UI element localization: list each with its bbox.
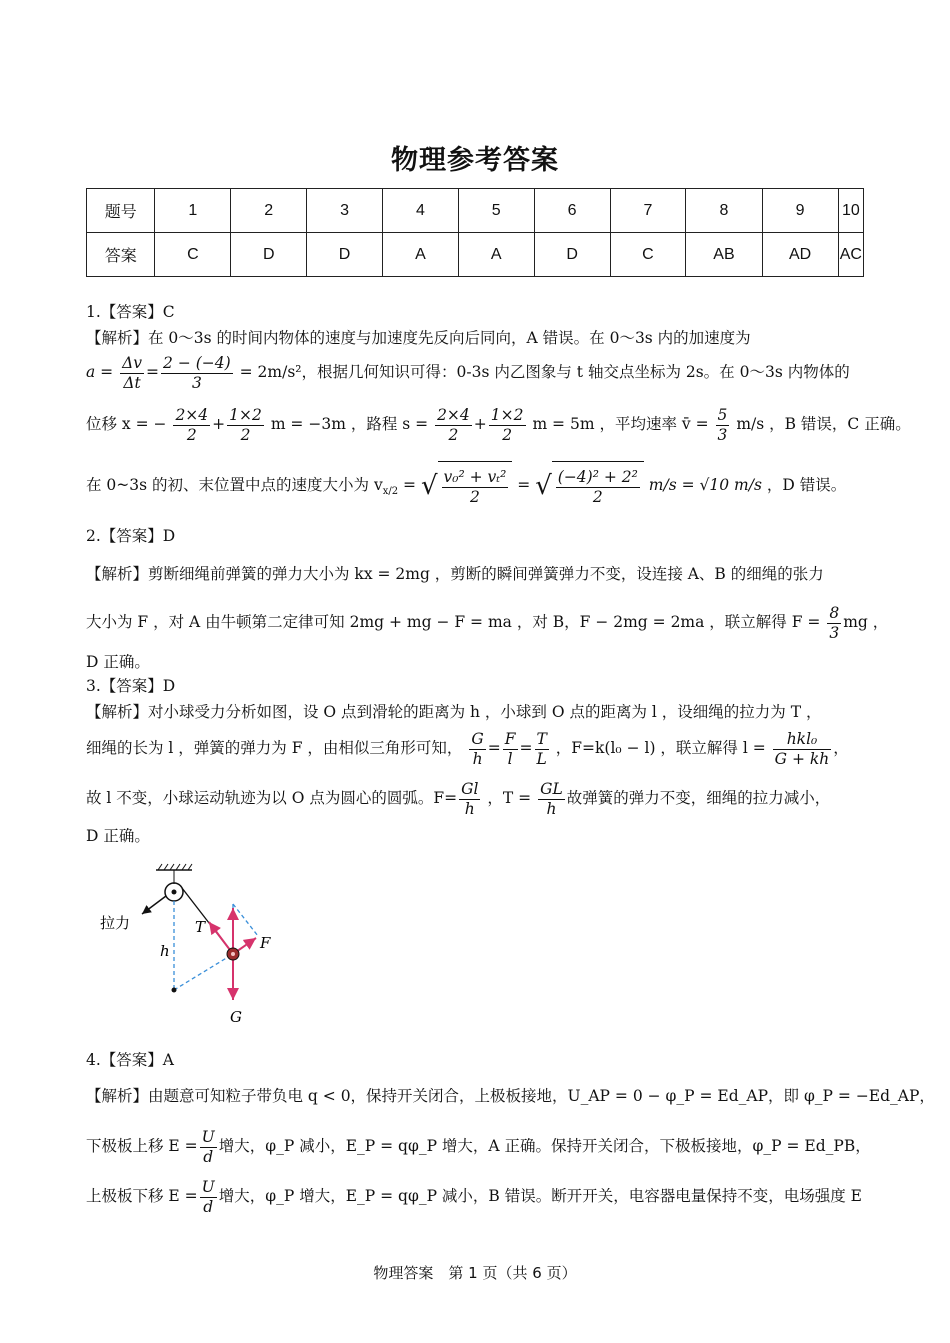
numerator: 1×2 <box>229 405 262 424</box>
radicand <box>552 461 644 512</box>
table-cell: A <box>458 233 534 277</box>
q2-line3: D 正确。 <box>86 653 150 671</box>
q3-line2-end: ， <box>833 739 849 757</box>
table-cell: AD <box>762 233 838 277</box>
table-answer-label: 答案 <box>87 233 155 277</box>
force-diagram <box>96 858 296 1028</box>
q1-a-result: = 2m/s² <box>239 363 302 381</box>
fraction <box>469 730 485 769</box>
numerator: v₀² + vₜ² <box>443 468 507 486</box>
denominator: L <box>536 749 547 768</box>
table-cell: 4 <box>383 189 459 233</box>
fraction <box>435 406 472 445</box>
q3-line3 <box>86 774 866 822</box>
q3-line2-text: 细绳的长为 l ，弹簧的弹力为 F ，由相似三角形可知， <box>86 739 463 757</box>
page-title: 物理参考答案 <box>391 145 559 176</box>
q4-line2-end: 增大，φ_P 减小，E_P = qφ_P 增大，A 正确。保持开关闭合，下极板接地，φ_P = Ed_PB， <box>218 1137 871 1155</box>
dash-spring <box>174 954 233 990</box>
q2-heading: 2.【答案】D <box>86 527 176 545</box>
denominator: G + kh <box>774 749 830 768</box>
table-cell: AB <box>686 233 762 277</box>
table-cell: AC <box>838 233 863 277</box>
q1-line2-text: ，根据几何知识可得：0-3s 内乙图象与 t 轴交点坐标为 2s。在 0～3s 内物体的 <box>301 363 850 381</box>
denominator: 3 <box>829 623 840 642</box>
fraction <box>538 780 565 819</box>
table-row-answers <box>87 233 864 277</box>
numerator: 2×4 <box>437 405 470 424</box>
denominator: 3 <box>717 425 728 444</box>
fraction <box>227 406 264 445</box>
q1-speed-text: m = 5m ，平均速率 v̄ = <box>532 415 709 433</box>
fraction <box>556 468 640 507</box>
fraction <box>459 780 480 819</box>
q2-line2 <box>86 598 889 646</box>
table-cell: A <box>383 233 459 277</box>
denominator: h <box>464 799 475 818</box>
q1-disp-prefix: 位移 x = − <box>86 415 167 433</box>
denominator: Δt <box>123 373 141 392</box>
table-cell: C <box>610 233 686 277</box>
fraction <box>173 406 210 445</box>
q2-line2-end: mg ， <box>843 613 889 631</box>
q1-line3-end: m/s ，B 错误，C 正确。 <box>736 415 911 433</box>
table-cell: 7 <box>610 189 686 233</box>
table-cell: 9 <box>762 189 838 233</box>
q1-line4-end: ，D 错误。 <box>766 476 847 494</box>
table-cell: 1 <box>155 189 231 233</box>
table-cell: D <box>231 233 307 277</box>
table-cell: 5 <box>458 189 534 233</box>
fraction <box>161 354 233 393</box>
page-footer: 物理答案 第 1 页（共 6 页） <box>373 1264 577 1282</box>
denominator: 2 <box>469 488 480 506</box>
q3-heading: 3.【答案】D <box>86 677 176 695</box>
q4-line3 <box>86 1172 866 1220</box>
ceiling-hatch <box>156 864 192 884</box>
denominator: 2 <box>186 425 197 444</box>
denominator: 2 <box>502 425 513 444</box>
q1-line2: a = $\frac{\Delta v}{\Delta t}$ = $\frac{2 - (-4)}{3}$ = 2m/s²，根据几何知识可得：0-3s 内乙图象与 t 轴交点坐标为 2s。在 0～3s 内物体的 <box>86 353 850 392</box>
subscript: x/2 <box>382 486 399 498</box>
numerator: 1×2 <box>490 405 524 424</box>
numerator: (−4)² + 2² <box>557 468 638 486</box>
answer-table <box>86 188 864 277</box>
radicand <box>438 461 513 512</box>
table-cell: 8 <box>686 189 762 233</box>
q3-line2-mid: ，F=k(l₀ − l) ，联立解得 l = <box>555 739 766 757</box>
denominator: h <box>472 749 483 768</box>
q4-line1: 【解析】由题意可知粒子带负电 q < 0，保持开关闭合，上极板接地，U_AP = 0 − φ_P = Ed_AP，即 φ_P = −Ed_AP， <box>86 1087 935 1105</box>
label-G: G <box>230 1008 242 1026</box>
numerator: T <box>536 729 547 748</box>
label-pull: 拉力 <box>100 914 131 932</box>
q1-result: m/s = √10 m/s <box>648 476 762 494</box>
label-F: F <box>260 934 271 952</box>
q4-line2-text: 下极板上移 E = <box>86 1137 198 1155</box>
fraction <box>120 354 144 393</box>
q1-mid-text: 在 0~3s 的初、末位置中点的速度大小为 v <box>86 476 383 494</box>
numerator: GL <box>540 779 563 798</box>
numerator: 2×4 <box>175 405 209 424</box>
q3-line2: 细绳的长为 l ，弹簧的弹力为 F ，由相似三角形可知， $\frac{G}{h}$ = $\frac{F}{l}$ = $\frac{T}{L}$ ，F=k(l₀ − l) ，联立解得 l = $\frac{\text{hkl₀}}{G + kh}$ ， <box>86 729 849 768</box>
q4-line3-text: 上极板下移 E = <box>86 1187 198 1205</box>
table-cell: 3 <box>307 189 383 233</box>
denominator: 2 <box>448 425 459 444</box>
q3-line3-text: 故 l 不变，小球运动轨迹为以 O 点为圆心的圆弧。F= <box>86 789 458 807</box>
denominator: 2 <box>240 425 251 444</box>
pulley-icon <box>165 883 183 901</box>
q2-line2-text: 大小为 F ，对 A 由牛顿第二定律可知 2mg + mg − F = ma ，对 B，F − 2mg = 2ma ，联立解得 F = <box>86 613 821 631</box>
q4-line2 <box>86 1122 871 1170</box>
fraction <box>716 406 730 445</box>
table-cell: D <box>534 233 610 277</box>
denominator: d <box>203 1197 214 1216</box>
fraction <box>200 1128 217 1167</box>
numerator: 5 <box>717 405 728 424</box>
denominator: d <box>203 1147 214 1166</box>
table-cell: 2 <box>231 189 307 233</box>
fraction <box>489 406 526 445</box>
denominator: 2 <box>592 488 603 506</box>
sqrt-icon: √ <box>535 471 552 501</box>
numerator: F <box>504 729 516 748</box>
q3-line1: 【解析】对小球受力分析如图，设 O 点到滑轮的距离为 h ，小球到 O 点的距离为 l ，设细绳的拉力为 T ， <box>86 703 822 721</box>
pull-rope <box>142 896 166 914</box>
q3-line3-mid: ，T = <box>487 789 532 807</box>
denominator: l <box>507 749 513 768</box>
numerator: Gl <box>461 779 479 798</box>
numerator: 8 <box>829 603 840 622</box>
q3-line3-end: 故弹簧的弹力不变，细绳的拉力减小， <box>566 789 831 807</box>
table-row-numbers <box>87 189 864 233</box>
numerator: U <box>201 1127 215 1146</box>
fraction <box>535 730 549 769</box>
q1-line3: 位移 x = − $\frac{2\times 4}{2}$ + $\frac{1\times 2}{2}$ m = −3m ，路程 s = $\frac{2\times 4}{2}$ + $\frac{1\times 2}{2}$ m = 5m ，平均速率 v̄ = $\frac{5}{3}$ m/s ，B 错误，C 正确。 <box>86 405 911 444</box>
sqrt-icon: √ <box>420 471 438 501</box>
q1-line1: 【解析】在 0～3s 的时间内物体的速度与加速度先反向后同向，A 错误。在 0～3s 内的加速度为 <box>86 329 751 347</box>
q3-line4: D 正确。 <box>86 827 150 845</box>
q2-line1: 【解析】剪断细绳前弹簧的弹力大小为 kx = 2mg ，剪断的瞬间弹簧弹力不变，设连接 A、B 的细绳的张力 <box>86 565 824 583</box>
table-cell: D <box>307 233 383 277</box>
fraction <box>503 730 518 769</box>
denominator: 3 <box>191 373 202 392</box>
q1-a-label: a = <box>86 363 114 381</box>
table-header-label: 题号 <box>87 189 155 233</box>
ball-center <box>231 952 235 956</box>
fraction <box>442 468 509 507</box>
numerator: 2 − (−4) <box>163 353 231 372</box>
fraction <box>827 604 841 643</box>
label-T: T <box>195 918 206 936</box>
numerator: Δv <box>122 353 143 372</box>
numerator: G <box>471 729 484 748</box>
fraction <box>200 1178 217 1217</box>
table-cell: 10 <box>838 189 863 233</box>
numerator: hkl₀ <box>773 730 832 750</box>
q1-heading: 1.【答案】C <box>86 303 175 321</box>
numerator: U <box>201 1177 215 1196</box>
table-cell: 6 <box>534 189 610 233</box>
q4-heading: 4.【答案】A <box>86 1051 174 1069</box>
origin-point <box>172 988 177 993</box>
q1-line4: 在 0~3s 的初、末位置中点的速度大小为 $v_{x/2}$ = √ $\frac{\text{v₀² + vₜ²}}{2}$ = √ $\frac{\text{(−4)² + 2²}}{2}$ m/s = √10 m/s ，D 错误。 <box>86 460 866 510</box>
table-cell: C <box>155 233 231 277</box>
fraction <box>773 730 832 769</box>
denominator: h <box>546 799 557 818</box>
q1-path-text: m = −3m ，路程 s = <box>270 415 429 433</box>
q4-line3-end: 增大，φ_P 增大，E_P = qφ_P 减小，B 错误。断开开关，电容器电量保持不变，电场强度 E <box>218 1187 862 1205</box>
dash-par <box>233 904 258 936</box>
label-h: h <box>160 942 170 960</box>
